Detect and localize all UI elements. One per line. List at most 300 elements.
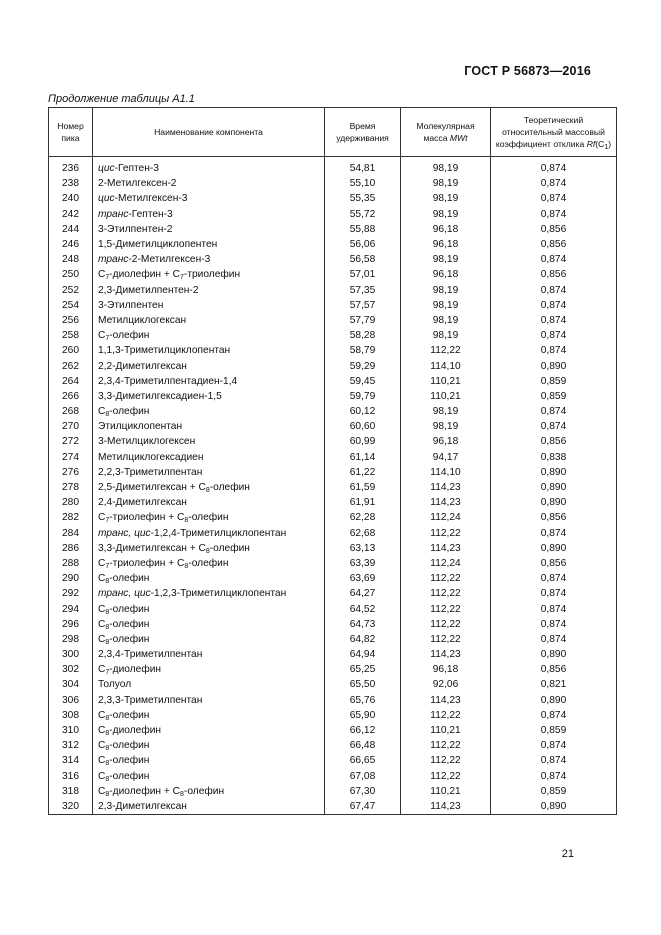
name-segment: С bbox=[98, 618, 106, 630]
retention-time-cell: 64,27 bbox=[325, 586, 401, 601]
molecular-mass-cell: 114,10 bbox=[401, 465, 491, 480]
component-name-cell bbox=[93, 237, 325, 252]
molecular-mass-cell: 98,19 bbox=[401, 176, 491, 191]
name-segment: Этилциклопентан bbox=[98, 421, 183, 433]
retention-time-cell: 66,48 bbox=[325, 738, 401, 753]
retention-time-cell: 61,14 bbox=[325, 450, 401, 465]
peak-number-cell: 306 bbox=[49, 693, 93, 708]
name-segment: С bbox=[98, 512, 106, 524]
retention-time-cell: 60,60 bbox=[325, 419, 401, 434]
table-row bbox=[49, 237, 617, 252]
name-segment: С bbox=[98, 709, 106, 721]
table-row bbox=[49, 207, 617, 222]
molecular-mass-cell: 110,21 bbox=[401, 784, 491, 799]
name-segment: 2,5-Диметилгексан + С bbox=[98, 482, 206, 494]
name-segment: -олефин bbox=[109, 740, 150, 752]
component-name-cell bbox=[93, 389, 325, 404]
table-row bbox=[49, 753, 617, 768]
table-row bbox=[49, 495, 617, 510]
response-coefficient-cell: 0,856 bbox=[491, 510, 617, 525]
molecular-mass-cell: 96,18 bbox=[401, 662, 491, 677]
response-coefficient-cell: 0,856 bbox=[491, 237, 617, 252]
name-subscript: 8 bbox=[105, 714, 110, 722]
table-row bbox=[49, 434, 617, 449]
component-name-cell bbox=[93, 222, 325, 237]
component-name-cell bbox=[93, 465, 325, 480]
retention-time-cell: 58,28 bbox=[325, 328, 401, 343]
component-name-cell bbox=[93, 283, 325, 298]
molecular-mass-cell: 98,19 bbox=[401, 313, 491, 328]
name-segment: -олефин bbox=[209, 542, 250, 554]
header-peak-number: Номер пика bbox=[49, 108, 93, 157]
name-segment: -олефин bbox=[109, 406, 150, 418]
retention-time-cell: 61,59 bbox=[325, 480, 401, 495]
component-name-cell bbox=[93, 753, 325, 768]
component-name-cell bbox=[93, 267, 325, 282]
name-segment: -Гептен-3 bbox=[128, 208, 173, 220]
response-coefficient-cell: 0,874 bbox=[491, 404, 617, 419]
peak-number-cell: 308 bbox=[49, 708, 93, 723]
component-name-cell bbox=[93, 419, 325, 434]
retention-time-cell: 61,91 bbox=[325, 495, 401, 510]
header-coef-symbol: Rf bbox=[586, 139, 596, 149]
name-segment: -олефин bbox=[188, 557, 229, 569]
molecular-mass-cell: 112,22 bbox=[401, 738, 491, 753]
response-coefficient-cell: 0,874 bbox=[491, 328, 617, 343]
table-row bbox=[49, 404, 617, 419]
retention-time-cell: 65,76 bbox=[325, 693, 401, 708]
molecular-mass-cell: 114,23 bbox=[401, 541, 491, 556]
response-coefficient-cell: 0,874 bbox=[491, 313, 617, 328]
molecular-mass-cell: 98,19 bbox=[401, 157, 491, 177]
name-segment: 1,1,3-Триметилциклопентан bbox=[98, 345, 231, 357]
name-segment: 2-Метилгексен-2 bbox=[98, 178, 177, 190]
component-name-cell bbox=[93, 571, 325, 586]
response-coefficient-cell: 0,874 bbox=[491, 526, 617, 541]
component-name-cell bbox=[93, 207, 325, 222]
name-segment: -триолефин + С bbox=[109, 557, 185, 569]
component-name-cell bbox=[93, 328, 325, 343]
component-name-cell bbox=[93, 723, 325, 738]
molecular-mass-cell: 112,22 bbox=[401, 526, 491, 541]
name-segment: С bbox=[98, 269, 106, 281]
name-subscript: 8 bbox=[105, 745, 110, 753]
name-segment: 3-Этилпентен-2 bbox=[98, 223, 173, 235]
name-segment: -диолефин + С bbox=[109, 785, 181, 797]
peak-number-cell: 304 bbox=[49, 677, 93, 692]
component-name-cell bbox=[93, 677, 325, 692]
name-subscript: 7 bbox=[105, 274, 110, 282]
name-segment: С bbox=[98, 785, 106, 797]
response-coefficient-cell: 0,890 bbox=[491, 495, 617, 510]
component-name-cell bbox=[93, 495, 325, 510]
peak-number-cell: 302 bbox=[49, 662, 93, 677]
peak-number-cell: 256 bbox=[49, 313, 93, 328]
response-coefficient-cell: 0,856 bbox=[491, 434, 617, 449]
name-segment: транс bbox=[98, 208, 129, 220]
response-coefficient-cell: 0,874 bbox=[491, 298, 617, 313]
component-name-cell bbox=[93, 586, 325, 601]
response-coefficient-cell: 0,859 bbox=[491, 784, 617, 799]
table-row bbox=[49, 601, 617, 616]
name-segment: транс bbox=[98, 254, 129, 266]
peak-number-cell: 260 bbox=[49, 343, 93, 358]
retention-time-cell: 64,94 bbox=[325, 647, 401, 662]
table-body bbox=[49, 157, 617, 815]
response-coefficient-cell: 0,874 bbox=[491, 419, 617, 434]
name-segment: С bbox=[98, 755, 106, 767]
retention-time-cell: 65,90 bbox=[325, 708, 401, 723]
component-name-cell bbox=[93, 480, 325, 495]
component-name-cell bbox=[93, 404, 325, 419]
name-segment: -диолефин bbox=[109, 664, 162, 676]
name-subscript: 8 bbox=[105, 638, 110, 646]
component-name-cell bbox=[93, 693, 325, 708]
name-segment: 2,4-Диметилгексан bbox=[98, 497, 187, 509]
name-subscript: 8 bbox=[105, 623, 110, 631]
components-table bbox=[48, 107, 617, 815]
table-row bbox=[49, 784, 617, 799]
name-segment: -олефин bbox=[109, 770, 150, 782]
component-name-cell bbox=[93, 601, 325, 616]
component-name-cell bbox=[93, 526, 325, 541]
peak-number-cell: 266 bbox=[49, 389, 93, 404]
name-subscript: 8 bbox=[184, 562, 189, 570]
peak-number-cell: 298 bbox=[49, 632, 93, 647]
name-segment: 3,3-Диметилгексан + С bbox=[98, 542, 206, 554]
component-name-cell bbox=[93, 556, 325, 571]
peak-number-cell: 262 bbox=[49, 358, 93, 373]
molecular-mass-cell: 98,19 bbox=[401, 207, 491, 222]
name-segment: цис bbox=[98, 193, 115, 205]
molecular-mass-cell: 112,22 bbox=[401, 753, 491, 768]
molecular-mass-cell: 98,19 bbox=[401, 404, 491, 419]
name-segment: С bbox=[98, 725, 106, 737]
header-mass-text: Молекулярная масса bbox=[416, 121, 475, 143]
molecular-mass-cell: 114,10 bbox=[401, 358, 491, 373]
retention-time-cell: 63,39 bbox=[325, 556, 401, 571]
component-name-cell bbox=[93, 313, 325, 328]
component-name-cell bbox=[93, 784, 325, 799]
table-row bbox=[49, 283, 617, 298]
name-segment: транс, цис bbox=[98, 588, 151, 600]
response-coefficient-cell: 0,874 bbox=[491, 571, 617, 586]
peak-number-cell: 270 bbox=[49, 419, 93, 434]
table-row bbox=[49, 298, 617, 313]
name-subscript: 8 bbox=[184, 517, 189, 525]
molecular-mass-cell: 92,06 bbox=[401, 677, 491, 692]
retention-time-cell: 62,68 bbox=[325, 526, 401, 541]
response-coefficient-cell: 0,874 bbox=[491, 252, 617, 267]
response-coefficient-cell: 0,874 bbox=[491, 738, 617, 753]
molecular-mass-cell: 94,17 bbox=[401, 450, 491, 465]
table-row bbox=[49, 541, 617, 556]
peak-number-cell: 300 bbox=[49, 647, 93, 662]
retention-time-cell: 64,52 bbox=[325, 601, 401, 616]
response-coefficient-cell: 0,890 bbox=[491, 358, 617, 373]
retention-time-cell: 64,73 bbox=[325, 617, 401, 632]
table-row bbox=[49, 662, 617, 677]
retention-time-cell: 65,25 bbox=[325, 662, 401, 677]
table-row bbox=[49, 374, 617, 389]
table-row bbox=[49, 480, 617, 495]
name-segment: С bbox=[98, 330, 106, 342]
peak-number-cell: 294 bbox=[49, 601, 93, 616]
table-row bbox=[49, 586, 617, 601]
name-subscript: 7 bbox=[105, 517, 110, 525]
molecular-mass-cell: 96,18 bbox=[401, 434, 491, 449]
name-segment: 2,2-Диметилгексан bbox=[98, 360, 187, 372]
retention-time-cell: 67,08 bbox=[325, 769, 401, 784]
table-row bbox=[49, 647, 617, 662]
peak-number-cell: 292 bbox=[49, 586, 93, 601]
retention-time-cell: 64,82 bbox=[325, 632, 401, 647]
table-row bbox=[49, 693, 617, 708]
table-row bbox=[49, 738, 617, 753]
table-row bbox=[49, 157, 617, 177]
peak-number-cell: 276 bbox=[49, 465, 93, 480]
response-coefficient-cell: 0,890 bbox=[491, 480, 617, 495]
name-segment: 2,3,4-Триметилпентан bbox=[98, 649, 203, 661]
peak-number-cell: 272 bbox=[49, 434, 93, 449]
molecular-mass-cell: 112,22 bbox=[401, 571, 491, 586]
peak-number-cell: 316 bbox=[49, 769, 93, 784]
table-row bbox=[49, 191, 617, 206]
table-row bbox=[49, 708, 617, 723]
retention-time-cell: 59,45 bbox=[325, 374, 401, 389]
name-segment: -олефин bbox=[109, 633, 150, 645]
response-coefficient-cell: 0,874 bbox=[491, 191, 617, 206]
peak-number-cell: 288 bbox=[49, 556, 93, 571]
name-segment: Толуол bbox=[98, 679, 132, 691]
name-segment: -олефин bbox=[109, 755, 150, 767]
name-segment: С bbox=[98, 770, 106, 782]
name-subscript: 7 bbox=[105, 335, 110, 343]
name-segment: -2-Метилгексен-3 bbox=[128, 254, 211, 266]
response-coefficient-cell: 0,874 bbox=[491, 769, 617, 784]
table-row bbox=[49, 267, 617, 282]
component-name-cell bbox=[93, 632, 325, 647]
name-segment: -триолефин bbox=[183, 269, 241, 281]
response-coefficient-cell: 0,856 bbox=[491, 222, 617, 237]
name-segment: -1,2,3-Триметилциклопентан bbox=[150, 588, 287, 600]
response-coefficient-cell: 0,874 bbox=[491, 283, 617, 298]
retention-time-cell: 57,57 bbox=[325, 298, 401, 313]
response-coefficient-cell: 0,821 bbox=[491, 677, 617, 692]
molecular-mass-cell: 112,22 bbox=[401, 708, 491, 723]
name-segment: -Гептен-3 bbox=[114, 163, 159, 175]
peak-number-cell: 258 bbox=[49, 328, 93, 343]
name-subscript: 8 bbox=[105, 775, 110, 783]
peak-number-cell: 320 bbox=[49, 799, 93, 815]
peak-number-cell: 252 bbox=[49, 283, 93, 298]
peak-number-cell: 274 bbox=[49, 450, 93, 465]
peak-number-cell: 278 bbox=[49, 480, 93, 495]
retention-time-cell: 66,65 bbox=[325, 753, 401, 768]
molecular-mass-cell: 96,18 bbox=[401, 222, 491, 237]
name-segment: -Метилгексен-3 bbox=[114, 193, 188, 205]
response-coefficient-cell: 0,856 bbox=[491, 267, 617, 282]
name-segment: -олефин bbox=[109, 618, 150, 630]
table-row bbox=[49, 419, 617, 434]
molecular-mass-cell: 112,22 bbox=[401, 343, 491, 358]
component-name-cell bbox=[93, 343, 325, 358]
component-name-cell bbox=[93, 769, 325, 784]
molecular-mass-cell: 110,21 bbox=[401, 389, 491, 404]
table-row bbox=[49, 799, 617, 815]
retention-time-cell: 57,01 bbox=[325, 267, 401, 282]
molecular-mass-cell: 96,18 bbox=[401, 237, 491, 252]
peak-number-cell: 290 bbox=[49, 571, 93, 586]
table-header-row bbox=[49, 108, 617, 157]
response-coefficient-cell: 0,874 bbox=[491, 632, 617, 647]
retention-time-cell: 67,30 bbox=[325, 784, 401, 799]
molecular-mass-cell: 98,19 bbox=[401, 298, 491, 313]
header-coef-text: Теоретический относительный массовый коэффициент отклика bbox=[495, 115, 605, 149]
response-coefficient-cell: 0,856 bbox=[491, 662, 617, 677]
table-row bbox=[49, 632, 617, 647]
table-row bbox=[49, 465, 617, 480]
peak-number-cell: 246 bbox=[49, 237, 93, 252]
name-subscript: 8 bbox=[205, 547, 210, 555]
peak-number-cell: 310 bbox=[49, 723, 93, 738]
component-name-cell bbox=[93, 799, 325, 815]
molecular-mass-cell: 114,23 bbox=[401, 799, 491, 815]
retention-time-cell: 59,29 bbox=[325, 358, 401, 373]
retention-time-cell: 62,28 bbox=[325, 510, 401, 525]
peak-number-cell: 248 bbox=[49, 252, 93, 267]
molecular-mass-cell: 98,19 bbox=[401, 283, 491, 298]
table-row bbox=[49, 450, 617, 465]
component-name-cell bbox=[93, 541, 325, 556]
retention-time-cell: 56,06 bbox=[325, 237, 401, 252]
table-row bbox=[49, 222, 617, 237]
retention-time-cell: 59,79 bbox=[325, 389, 401, 404]
header-coef-close: ) bbox=[608, 139, 612, 149]
name-segment: 3-Метилциклогексен bbox=[98, 436, 196, 448]
molecular-mass-cell: 114,23 bbox=[401, 693, 491, 708]
molecular-mass-cell: 98,19 bbox=[401, 191, 491, 206]
name-segment: С bbox=[98, 603, 106, 615]
name-segment: С bbox=[98, 664, 106, 676]
retention-time-cell: 56,58 bbox=[325, 252, 401, 267]
name-subscript: 8 bbox=[105, 760, 110, 768]
molecular-mass-cell: 112,22 bbox=[401, 617, 491, 632]
retention-time-cell: 57,35 bbox=[325, 283, 401, 298]
name-subscript: 8 bbox=[205, 487, 210, 495]
component-name-cell bbox=[93, 176, 325, 191]
retention-time-cell: 63,69 bbox=[325, 571, 401, 586]
response-coefficient-cell: 0,874 bbox=[491, 157, 617, 177]
name-segment: С bbox=[98, 573, 106, 585]
table-row bbox=[49, 389, 617, 404]
header-retention-time: Время удерживания bbox=[325, 108, 401, 157]
molecular-mass-cell: 110,21 bbox=[401, 374, 491, 389]
name-segment: Метилциклогексан bbox=[98, 314, 187, 326]
name-segment: 2,3-Диметилгексан bbox=[98, 800, 187, 812]
name-segment: Метилциклогексадиен bbox=[98, 451, 204, 463]
peak-number-cell: 282 bbox=[49, 510, 93, 525]
molecular-mass-cell: 114,23 bbox=[401, 480, 491, 495]
name-segment: -олефин bbox=[109, 709, 150, 721]
retention-time-cell: 55,72 bbox=[325, 207, 401, 222]
retention-time-cell: 58,79 bbox=[325, 343, 401, 358]
component-name-cell bbox=[93, 374, 325, 389]
component-name-cell bbox=[93, 358, 325, 373]
table-row bbox=[49, 510, 617, 525]
name-segment: 2,3,4-Триметилпентадиен-1,4 bbox=[98, 375, 238, 387]
table-row bbox=[49, 313, 617, 328]
table-row bbox=[49, 252, 617, 267]
molecular-mass-cell: 96,18 bbox=[401, 267, 491, 282]
peak-number-cell: 268 bbox=[49, 404, 93, 419]
response-coefficient-cell: 0,874 bbox=[491, 617, 617, 632]
name-segment: -олефин bbox=[109, 573, 150, 585]
response-coefficient-cell: 0,890 bbox=[491, 647, 617, 662]
response-coefficient-cell: 0,890 bbox=[491, 693, 617, 708]
molecular-mass-cell: 114,23 bbox=[401, 495, 491, 510]
table-row bbox=[49, 328, 617, 343]
component-name-cell bbox=[93, 434, 325, 449]
component-name-cell bbox=[93, 157, 325, 177]
name-segment: транс, цис bbox=[98, 527, 151, 539]
component-name-cell bbox=[93, 617, 325, 632]
name-segment: -олефин bbox=[209, 482, 250, 494]
response-coefficient-cell: 0,838 bbox=[491, 450, 617, 465]
peak-number-cell: 318 bbox=[49, 784, 93, 799]
response-coefficient-cell: 0,874 bbox=[491, 343, 617, 358]
retention-time-cell: 65,50 bbox=[325, 677, 401, 692]
name-segment: цис bbox=[98, 163, 115, 175]
response-coefficient-cell: 0,874 bbox=[491, 207, 617, 222]
name-segment: 2,2,3-Триметилпентан bbox=[98, 466, 203, 478]
table-row bbox=[49, 526, 617, 541]
response-coefficient-cell: 0,874 bbox=[491, 601, 617, 616]
response-coefficient-cell: 0,859 bbox=[491, 723, 617, 738]
header-coef-c: (С bbox=[595, 139, 605, 149]
response-coefficient-cell: 0,856 bbox=[491, 556, 617, 571]
name-segment: -диолефин bbox=[109, 725, 162, 737]
molecular-mass-cell: 98,19 bbox=[401, 419, 491, 434]
table-row bbox=[49, 176, 617, 191]
name-segment: -олефин bbox=[188, 512, 229, 524]
name-subscript: 8 bbox=[105, 578, 110, 586]
response-coefficient-cell: 0,859 bbox=[491, 389, 617, 404]
name-subscript: 8 bbox=[105, 730, 110, 738]
peak-number-cell: 250 bbox=[49, 267, 93, 282]
table-row bbox=[49, 723, 617, 738]
component-name-cell bbox=[93, 252, 325, 267]
table-row bbox=[49, 769, 617, 784]
retention-time-cell: 54,81 bbox=[325, 157, 401, 177]
component-name-cell bbox=[93, 708, 325, 723]
name-segment: 2,3,3-Триметилпентан bbox=[98, 694, 203, 706]
response-coefficient-cell: 0,874 bbox=[491, 586, 617, 601]
component-name-cell bbox=[93, 738, 325, 753]
name-segment: 3-Этилпентен bbox=[98, 299, 164, 311]
name-segment: С bbox=[98, 633, 106, 645]
header-response-coefficient bbox=[491, 108, 617, 157]
name-subscript: 7 bbox=[180, 274, 184, 282]
table-row bbox=[49, 556, 617, 571]
retention-time-cell: 55,10 bbox=[325, 176, 401, 191]
retention-time-cell: 55,88 bbox=[325, 222, 401, 237]
retention-time-cell: 57,79 bbox=[325, 313, 401, 328]
table-row bbox=[49, 358, 617, 373]
header-component-name: Наименование компонента bbox=[93, 108, 325, 157]
name-segment: С bbox=[98, 406, 106, 418]
response-coefficient-cell: 0,874 bbox=[491, 708, 617, 723]
